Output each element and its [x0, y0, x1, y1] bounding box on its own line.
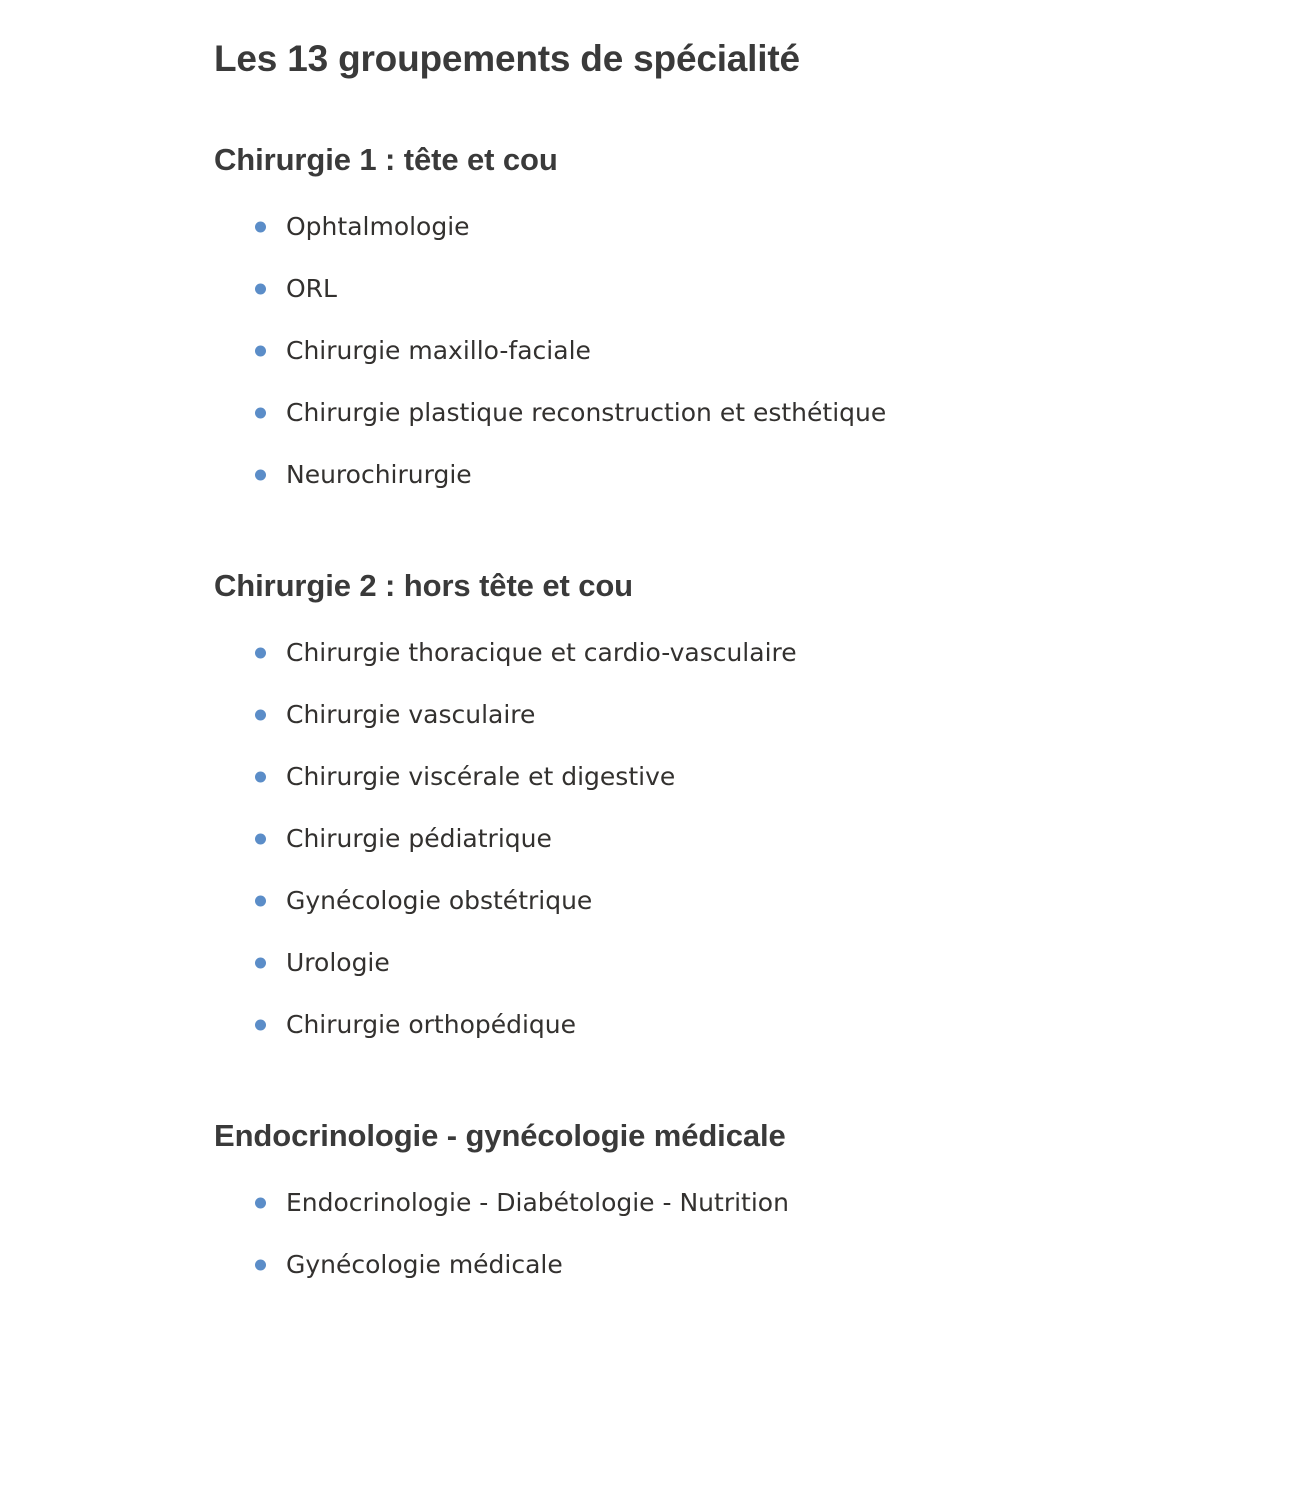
list-item	[249, 258, 1256, 320]
list-item-label: Neurochirurgie	[286, 460, 472, 489]
specialty-list	[214, 196, 1256, 506]
specialty-group	[214, 142, 1256, 506]
list-item-label: Urologie	[286, 948, 390, 977]
bullet-icon	[255, 346, 266, 357]
list-item-label: Chirurgie orthopédique	[286, 1010, 577, 1039]
specialty-group	[214, 1118, 1256, 1296]
list-item	[249, 320, 1256, 382]
list-item	[249, 1234, 1256, 1296]
bullet-icon	[255, 408, 266, 419]
list-item-label: Chirurgie plastique reconstruction et esthétique	[286, 398, 887, 427]
list-item-label: Chirurgie thoracique et cardio-vasculaire	[286, 638, 797, 667]
specialty-group-heading: Chirurgie 2 : hors tête et cou	[214, 568, 634, 603]
list-item-label: Chirurgie maxillo-faciale	[286, 336, 591, 365]
bullet-icon	[255, 958, 266, 969]
specialty-group-heading: Endocrinologie - gynécologie médicale	[214, 1118, 786, 1153]
list-item	[249, 746, 1256, 808]
bullet-icon	[255, 1260, 266, 1271]
specialty-group	[214, 568, 1256, 1056]
list-item	[249, 870, 1256, 932]
list-item-label: Endocrinologie - Diabétologie - Nutrition	[286, 1188, 789, 1217]
bullet-icon	[255, 710, 266, 721]
bullet-icon	[255, 648, 266, 659]
list-item-label: Ophtalmologie	[286, 212, 470, 241]
list-item	[249, 994, 1256, 1056]
specialty-group-heading: Chirurgie 1 : tête et cou	[214, 142, 558, 177]
list-item	[249, 1172, 1256, 1234]
list-item	[249, 622, 1256, 684]
specialty-list	[214, 622, 1256, 1056]
bullet-icon	[255, 470, 266, 481]
bullet-icon	[255, 1198, 266, 1209]
list-item-label: Gynécologie obstétrique	[286, 886, 593, 915]
list-item-label: Chirurgie pédiatrique	[286, 824, 552, 853]
bullet-icon	[255, 284, 266, 295]
sections-container	[214, 142, 1256, 1296]
list-item	[249, 444, 1256, 506]
specialty-list	[214, 1172, 1256, 1296]
bullet-icon	[255, 834, 266, 845]
list-item	[249, 932, 1256, 994]
list-item	[249, 382, 1256, 444]
bullet-icon	[255, 772, 266, 783]
bullet-icon	[255, 896, 266, 907]
bullet-icon	[255, 1020, 266, 1031]
list-item-label: Gynécologie médicale	[286, 1250, 563, 1279]
list-item	[249, 684, 1256, 746]
bullet-icon	[255, 222, 266, 233]
list-item-label: ORL	[286, 274, 337, 303]
list-item-label: Chirurgie vasculaire	[286, 700, 536, 729]
list-item	[249, 808, 1256, 870]
page-title: Les 13 groupements de spécialité	[214, 38, 800, 79]
list-item	[249, 196, 1256, 258]
list-item-label: Chirurgie viscérale et digestive	[286, 762, 676, 791]
